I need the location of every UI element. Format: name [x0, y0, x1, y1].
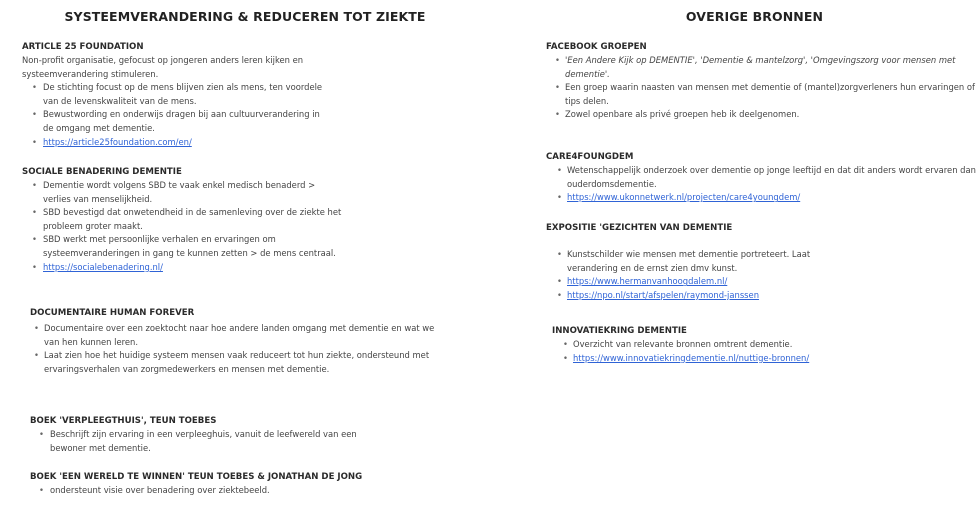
bullet-icon: • — [563, 352, 568, 363]
list-item — [552, 352, 952, 366]
bullet-icon: • — [32, 261, 37, 272]
section-heading: FACEBOOK GROEPEN — [546, 42, 647, 52]
left-column-title: SYSTEEMVERANDERING & REDUCEREN TOT ZIEKTE — [64, 9, 426, 24]
bullet-list — [30, 428, 375, 455]
list-item: • De stichting focust op de mens blijven zien als mens, ten voordele van de levenskwaliteit van de mens. — [32, 82, 323, 106]
bullet-list — [30, 322, 450, 376]
bullet-list — [22, 179, 342, 274]
bullet-icon: • — [557, 276, 562, 287]
section-boek-verpleegthuis — [30, 415, 375, 455]
bullet-icon: • — [39, 429, 44, 439]
list-item: • SBD bevestigd dat onwetendheid in de samenleving over de ziekte het probleem groter maakt. — [32, 207, 342, 231]
list-item — [22, 136, 332, 150]
bullet-icon: • — [32, 207, 37, 218]
bullet-icon: • — [555, 109, 560, 120]
bullet-list — [22, 81, 332, 149]
list-item: • SBD werkt met persoonlijke verhalen en ervaringen om systeemveranderingen in gang te kunnen zetten > de mens centraal. — [32, 234, 336, 258]
link-article25foundation[interactable]: https://article25foundation.com/en/ — [43, 136, 192, 147]
bullet-icon: • — [32, 136, 37, 147]
section-documentaire-human-forever — [30, 307, 450, 376]
link-hermanvanhoogdalem[interactable]: https://www.hermanvanhoogdalem.nl/ — [567, 276, 728, 287]
section-heading: DOCUMENTAIRE HUMAN FOREVER — [30, 308, 195, 318]
bullet-list — [30, 484, 430, 498]
bullet-icon: • — [34, 350, 39, 361]
list-item: • Een groep waarin naasten van mensen met dementie of (mantel)zorgverleners hun ervaringen of tips delen. — [555, 82, 975, 106]
section-sociale-benadering-dementie — [22, 166, 342, 274]
bullet-icon: • — [557, 165, 562, 175]
bullet-list — [552, 338, 952, 365]
bullet-icon: • — [555, 55, 560, 65]
link-npo-raymond-janssen[interactable]: https://npo.nl/start/afspelen/raymond-janssen — [567, 289, 760, 300]
list-item: • ondersteunt visie over benadering over ziektebeeld. — [30, 484, 430, 498]
section-intro: Non-profit organisatie, gefocust op jongeren anders leren kijken en systeemverandering stimuleren. — [22, 55, 304, 79]
bullet-icon: • — [39, 485, 44, 495]
list-item: • Kunstschilder wie mensen met dementie portreteert. Laat verandering en de ernst zien dmv kunst. — [557, 249, 811, 273]
link-innovatiekringdementie[interactable]: https://www.innovatiekringdementie.nl/nuttige-bronnen/ — [573, 352, 810, 363]
bullet-list — [546, 54, 976, 122]
section-article-25-foundation — [22, 41, 332, 149]
section-expositie-gezichten-van-dementie — [546, 222, 846, 302]
bullet-icon: • — [32, 180, 37, 190]
section-facebook-groepen — [546, 41, 976, 122]
list-item: • Overzicht van relevante bronnen omtrent dementie. — [552, 338, 952, 352]
list-item: • Documentaire over een zoektocht naar hoe andere landen omgang met dementie en wat we van hen kunnen leren. — [34, 323, 435, 347]
list-item — [546, 191, 976, 205]
section-heading: EXPOSITIE 'GEZICHTEN VAN DEMENTIE — [546, 223, 733, 233]
bullet-list — [546, 164, 976, 205]
bullet-icon: • — [555, 82, 560, 93]
list-item — [22, 261, 342, 275]
bullet-icon: • — [557, 289, 562, 300]
link-socialebenadering[interactable]: https://socialebenadering.nl/ — [43, 261, 163, 272]
bullet-list — [546, 248, 846, 302]
bullet-icon: • — [563, 339, 568, 349]
section-heading: BOEK 'EEN WERELD TE WINNEN' TEUN TOEBES & JONATHAN DE JONG — [30, 472, 363, 482]
bullet-icon: • — [557, 192, 562, 203]
section-heading: SOCIALE BENADERING DEMENTIE — [22, 167, 182, 177]
list-item: • Dementie wordt volgens SBD te vaak enkel medisch benaderd > verlies van menselijkheid. — [32, 180, 316, 204]
section-heading: CARE4FOUNGDEM — [546, 152, 634, 162]
section-boek-een-wereld-te-winnen — [30, 471, 430, 498]
right-column-title: OVERIGE BRONNEN — [685, 9, 824, 24]
section-heading: BOEK 'VERPLEEGTHUIS', TEUN TOEBES — [30, 416, 217, 426]
section-innovatiekring-dementie — [552, 325, 952, 365]
bullet-icon: • — [557, 249, 562, 259]
link-ukonnetwerk[interactable]: https://www.ukonnetwerk.nl/projecten/care4youngdem/ — [567, 192, 801, 203]
bullet-icon: • — [32, 234, 37, 245]
list-item: • Wetenschappelijk onderzoek over dementie op jonge leeftijd en dat dit anders wordt ervaren dan ouderdomsdementie. — [557, 165, 976, 189]
list-item: • Bewustwording en onderwijs dragen bij aan cultuurverandering in de omgang met dementie. — [32, 109, 320, 133]
section-heading: ARTICLE 25 FOUNDATION — [22, 42, 144, 52]
bullet-icon: • — [34, 323, 39, 333]
list-item: • Laat zien hoe het huidige systeem mensen vaak reduceert tot hun ziekte, ondersteund met ervaringsverhalen van zorgmedewerkers en mensen met dementie. — [34, 350, 430, 374]
list-item: • 'Een Andere Kijk op DEMENTIE', 'Dementie & mantelzorg', 'Omgevingszorg voor mensen met dementie'. — [555, 55, 956, 79]
list-item — [546, 275, 846, 289]
section-care4foungdem — [546, 151, 976, 205]
section-heading: INNOVATIEKRING DEMENTIE — [552, 326, 687, 336]
list-item: • Zowel openbare als privé groepen heb ik deelgenomen. — [546, 108, 976, 122]
bullet-icon: • — [32, 109, 37, 120]
list-item: • Beschrijft zijn ervaring in een verpleeghuis, vanuit de leefwereld van een bewoner met dementie. — [39, 429, 357, 453]
bullet-icon: • — [32, 82, 37, 93]
list-item — [546, 289, 846, 303]
